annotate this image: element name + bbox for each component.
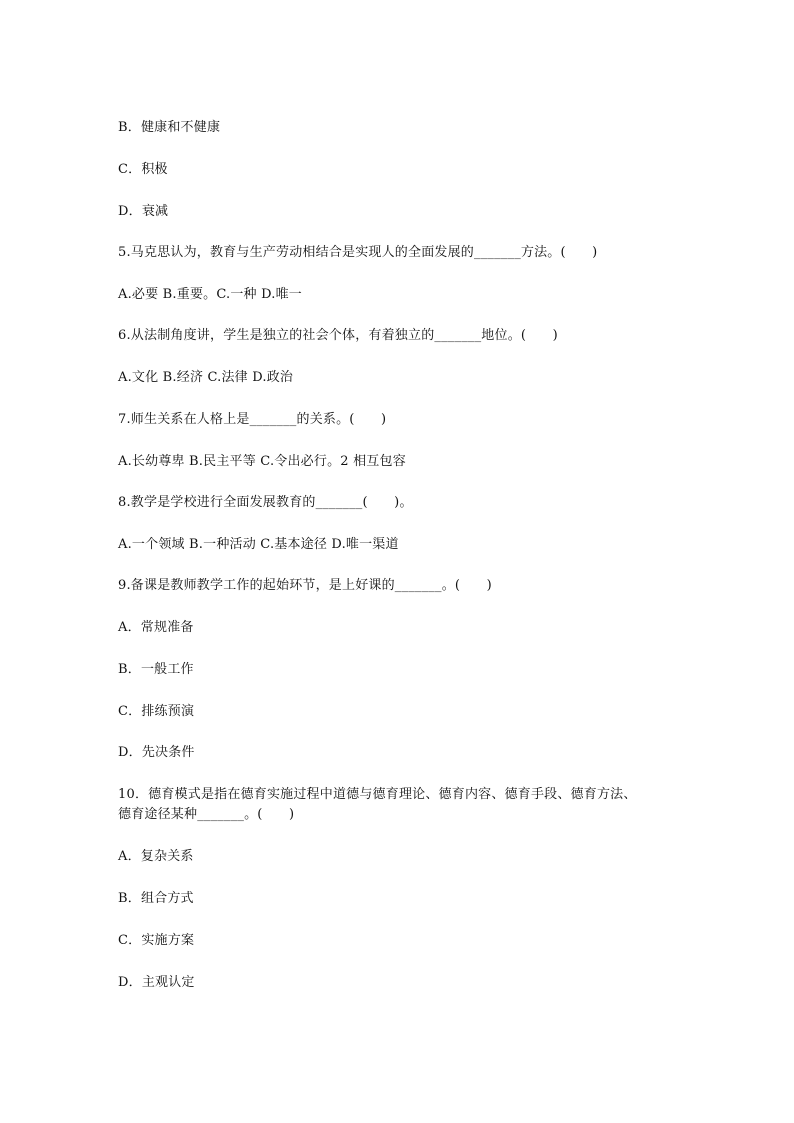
question-5: 5.马克思认为，教育与生产劳动相结合是实现人的全面发展的_______方法。( ) xyxy=(118,245,598,260)
question-10-option-b: B．组合方式 xyxy=(118,891,194,906)
question-10-line-2: 德育途径某种_______。( ) xyxy=(118,807,295,822)
question-7: 7.师生关系在人格上是_______的关系。( ) xyxy=(118,412,387,427)
question-10-option-c: C．实施方案 xyxy=(118,933,195,948)
question-9-option-c: C．排练预演 xyxy=(118,704,195,719)
option-b-health: B．健康和不健康 xyxy=(118,120,221,135)
question-6-options: A.文化 B.经济 C.法律 D.政治 xyxy=(118,370,294,385)
option-c-positive: C．积极 xyxy=(118,162,168,177)
question-5-options: A.必要 B.重要。C.一种 D.唯一 xyxy=(118,287,302,302)
question-10-line-1: 10．德育模式是指在德育实施过程中道德与德育理论、德育内容、德育手段、德育方法、 xyxy=(118,787,637,802)
question-10-option-d: D．主观认定 xyxy=(118,975,195,990)
question-9-option-a: A．常规准备 xyxy=(118,620,194,635)
question-7-options: A.长幼尊卑 B.民主平等 C.令出必行。2 相互包容 xyxy=(118,454,406,469)
question-9: 9.备课是教师教学工作的起始环节，是上好课的_______。( ) xyxy=(118,578,492,593)
question-6: 6.从法制角度讲，学生是独立的社会个体，有着独立的_______地位。( ) xyxy=(118,328,558,343)
question-10-option-a: A．复杂关系 xyxy=(118,849,194,864)
question-8-options: A.一个领域 B.一种活动 C.基本途径 D.唯一渠道 xyxy=(118,537,399,552)
question-8: 8.教学是学校进行全面发展教育的_______( )。 xyxy=(118,495,413,510)
question-9-option-d: D．先决条件 xyxy=(118,745,195,760)
option-d-decline: D．衰减 xyxy=(118,204,169,219)
question-9-option-b: B．一般工作 xyxy=(118,662,194,677)
